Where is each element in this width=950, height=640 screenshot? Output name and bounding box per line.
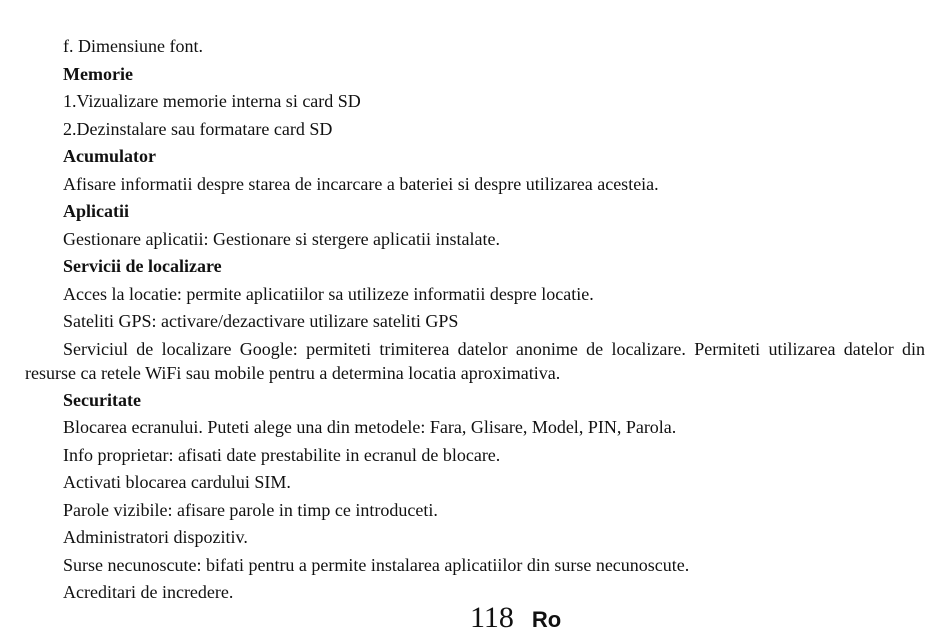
language-code: Ro: [531, 607, 562, 632]
text-line-memory-view: 1.Vizualizare memorie interna si card SD: [63, 91, 361, 111]
text-line-location-access: Acces la locatie: permite aplicatiilor sa utilizeze informatii despre locatie.: [63, 283, 594, 304]
section-heading-aplicatii: Aplicatii: [63, 201, 129, 221]
document-page: [0, 33, 950, 607]
section-heading-securitate: Securitate: [63, 389, 141, 410]
text-line-unknown-sources: Surse necunoscute: bifati pentru a permite instalarea aplicatiilor din surse necunoscute.: [63, 554, 690, 575]
text-line-memory-format: 2.Dezinstalare sau formatare card SD: [63, 118, 333, 139]
text-line-battery-info: Afisare informatii despre starea de incarcare a bateriei si despre utilizarea acesteia.: [63, 173, 659, 194]
text-line-owner-info: Info proprietar: afisati date prestabilite in ecranul de blocare.: [63, 444, 501, 465]
text-line-apps-manage: Gestionare aplicatii: Gestionare si stergere aplicatii instalate.: [63, 228, 501, 249]
text-line-visible-passwords: Parole vizibile: afisare parole in timp ce introduceti.: [63, 499, 438, 520]
paragraph-google-location: Serviciul de localizare Google: permiteti trimiterea datelor anonime de localizare. Permiteti utilizarea datelor din resurse ca retele WiFi sau mobile pentru a determina locatia aproximativa.: [25, 338, 925, 383]
page-number: 118: [470, 601, 514, 634]
text-line-screen-lock: Blocarea ecranului. Puteti alege una din metodele: Fara, Glisare, Model, PIN, Parola.: [63, 417, 677, 437]
text-line-gps-satellites: Sateliti GPS: activare/dezactivare utilizare sateliti GPS: [63, 311, 459, 331]
page-footer: [470, 600, 561, 636]
text-line-trusted-credentials: Acreditari de incredere.: [63, 582, 234, 602]
section-heading-servicii-localizare: Servicii de localizare: [63, 256, 222, 276]
text-line-font-size: f. Dimensiune font.: [63, 36, 203, 56]
text-line-sim-lock: Activati blocarea cardului SIM.: [63, 472, 291, 492]
section-heading-acumulator: Acumulator: [63, 146, 156, 166]
section-heading-memorie: Memorie: [63, 63, 133, 84]
text-line-device-admins: Administratori dispozitiv.: [63, 527, 248, 547]
